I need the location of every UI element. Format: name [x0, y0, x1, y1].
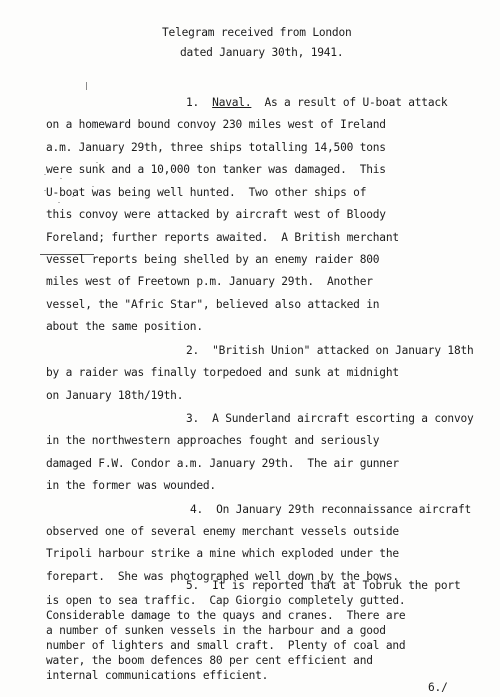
- paragraph-1-line-5: U-boat was being well hunted. Two other ships of: [46, 185, 367, 199]
- paragraph-1-line-11: about the same position.: [46, 320, 203, 334]
- paragraph-1-line-9: miles west of Freetown p.m. January 29th. Another: [46, 275, 373, 289]
- paragraph-5-line-6: water, the boom defences 80 per cent efficient and: [46, 654, 373, 667]
- paragraph-5-line-3: Considerable damage to the quays and cranes. There are: [46, 609, 406, 622]
- margin-mark: [60, 178, 62, 179]
- paragraph-5-line-5: number of lighters and small craft. Plenty of coal and: [46, 639, 406, 652]
- paragraph-1-line-2: on a homeward bound convoy 230 miles west of Ireland: [46, 118, 386, 132]
- paragraph-number: 1.: [186, 96, 213, 109]
- margin-mark: [58, 202, 60, 203]
- paragraph-3-line-4: in the former was wounded.: [46, 479, 216, 493]
- paragraph-3-line-1: 3. A Sunderland aircraft escorting a convoy: [186, 411, 474, 425]
- paragraph-1-line-7: Foreland; further reports awaited. A British merchant: [46, 230, 399, 244]
- telegram-date: dated January 30th, 1941.: [180, 46, 344, 59]
- paragraph-4-line-1: 4. On January 29th reconnaissance aircraft: [190, 502, 472, 516]
- paragraph-5-line-7: internal communications efficient.: [46, 669, 269, 682]
- paragraph-3-line-3: damaged F.W. Condor a.m. January 29th. The air gunner: [46, 456, 399, 470]
- paragraph-5-line-4: a number of sunken vessels in the harbour and a good: [46, 624, 386, 637]
- paragraph-2-line-1: 2. "British Union" attacked on January 18th: [186, 343, 474, 357]
- paragraph-4-line-4: forepart. She was photographed well down by the bows.: [46, 569, 399, 583]
- paragraph-1-line-8: vessel reports being shelled by an enemy raider 800: [46, 252, 380, 266]
- margin-mark: [86, 82, 87, 90]
- paragraph-1-line-10: vessel, the "Afric Star", believed also attacked in: [46, 297, 380, 311]
- paragraph-2-line-3: on January 18th/19th.: [46, 388, 184, 402]
- paragraph-1-line-4: were sunk and a 10,000 ton tanker was damaged. This: [46, 163, 386, 177]
- paragraph-text: As a result of U-boat attack: [251, 96, 448, 109]
- section-title-naval: Naval.: [212, 96, 252, 109]
- telegram-heading: Telegram received from London: [162, 26, 352, 39]
- paragraph-1-line-1: [186, 96, 447, 110]
- paragraph-4-line-3: Tripoli harbour strike a mine which exploded under the: [46, 547, 399, 561]
- paragraph-3-line-2: in the northwestern approaches fought and seriously: [46, 434, 380, 448]
- paragraph-2-line-2: by a raider was finally torpedoed and sunk at midnight: [46, 366, 399, 380]
- paragraph-1-line-6: this convoy were attacked by aircraft west of Bloody: [46, 208, 386, 222]
- paragraph-5-line-2: is open to sea traffic. Cap Giorgio completely gutted.: [46, 594, 406, 607]
- next-page-reference: 6./: [428, 681, 448, 694]
- paragraph-1-line-3: a.m. January 29th, three ships totalling 14,500 tons: [46, 140, 386, 154]
- paragraph-4-line-2: observed one of several enemy merchant vessels outside: [46, 525, 399, 538]
- paragraph-5-line-1: 5. It is reported that at Tobruk the port: [186, 579, 461, 592]
